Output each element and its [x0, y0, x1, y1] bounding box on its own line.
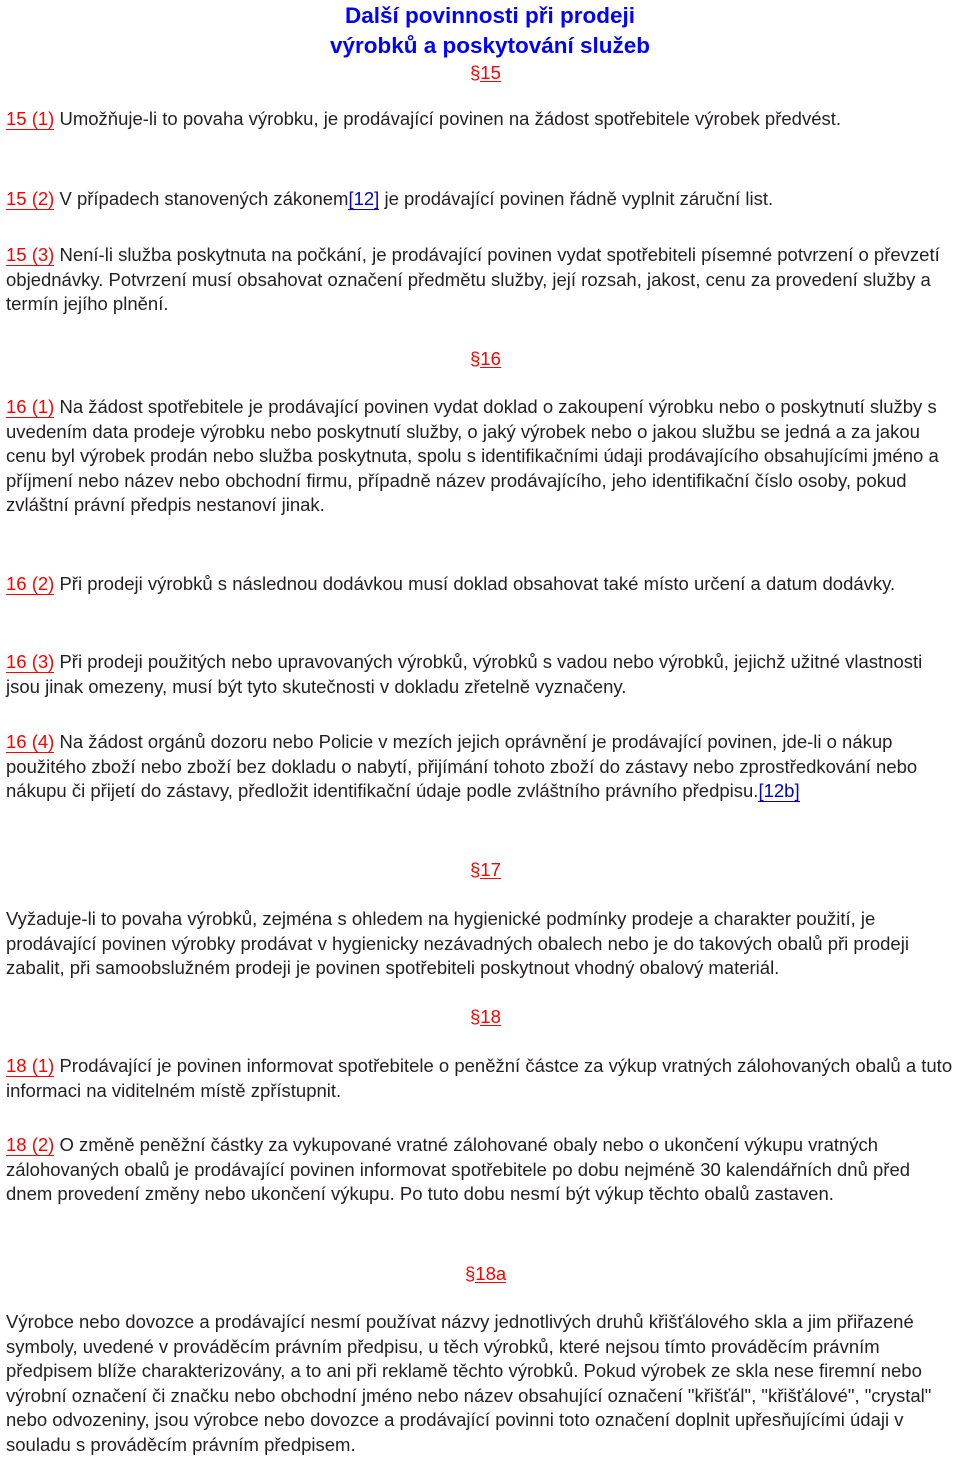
paragraph-16-4	[6, 730, 960, 804]
paragraph-text: Vyžaduje-li to povaha výrobků, zejména s ohledem na hygienické podmínky prodeje a charakter použití, je prodávající povinen výrobky prodávat v hygienicky nezávadných obalech nebo je do takových obalů při prodeji zabalit, při samoobslužném prodeji je povinen spotřebiteli poskytnout vhodný obalový materiál.	[6, 908, 909, 979]
paragraph-15-1	[6, 107, 960, 132]
paragraph-15-2	[6, 187, 960, 212]
paragraph-ref-label: 16 (3)	[6, 651, 55, 672]
page-title-line-1: Další povinnosti při prodeji	[344, 3, 636, 28]
paragraph-text: Na žádost orgánů dozoru nebo Policie v mezích jejich oprávnění je prodávající povinen, jde-li o nákup použitého zboží nebo zboží bez dokladu o nabytí, přijímání tohoto zboží do zástavy nebo zprostředkování nebo nákupu či přijetí do zástavy, předložit identifikační údaje podle zvláštního právního předpisu.	[6, 731, 918, 802]
paragraph-ref-link[interactable]	[6, 188, 54, 210]
paragraph-ref-link[interactable]	[6, 651, 54, 673]
paragraph-16-2	[6, 572, 960, 597]
paragraph-18a	[6, 1310, 960, 1458]
section-symbol: §	[465, 1263, 476, 1284]
footnote-link-12b[interactable]: [12b]	[758, 780, 800, 802]
paragraph-ref-label: 15 (3)	[6, 244, 55, 265]
paragraph-ref-link[interactable]	[6, 1134, 54, 1156]
paragraph-16-3	[6, 650, 960, 699]
section-number: 17	[480, 859, 501, 880]
section-number: 18	[480, 1006, 501, 1027]
section-symbol: §	[470, 62, 481, 83]
paragraph-18-1	[6, 1054, 960, 1103]
section-heading-17[interactable]	[470, 858, 501, 882]
paragraph-text: Umožňuje-li to povaha výrobku, je prodávající povinen na žádost spotřebitele výrobek předvést.	[54, 108, 842, 129]
paragraph-ref-label: 15 (2)	[6, 188, 55, 209]
section-number: 15	[480, 62, 501, 83]
paragraph-text: Na žádost spotřebitele je prodávající povinen vydat doklad o zakoupení výrobku nebo o poskytnutí služby s uvedením data prodeje výrobku nebo poskytnutí služby, o jaký výrobek nebo o jakou službu se jedná a za jakou cenu byl výrobek prodán nebo služba poskytnuta, spolu s identifikačními údaji prodávajícího obsahujícími jméno a příjmení nebo název nebo obchodní firmu, případně název prodávajícího, jeho identifikační číslo osoby, pokud zvláštní právní předpis nestanoví jinak.	[6, 396, 939, 516]
paragraph-ref-link[interactable]	[6, 573, 54, 595]
paragraph-ref-link[interactable]	[6, 244, 54, 266]
paragraph-ref-label: 18 (1)	[6, 1055, 55, 1076]
paragraph-text: Výrobce nebo dovozce a prodávající nesmí používat názvy jednotlivých druhů křišťálového skla a jim přiřazené symboly, uvedené v prováděcím právním předpisu, u těch výrobků, které nejsou tímto prováděcím právním předpisem blíže charakterizovány, a to ani při reklamě těchto výrobků. Pokud výrobek ze skla nese firemní nebo výrobní označení či značku nebo obchodní jméno nebo název obsahující označení "křišťál", "křišťálové", "crystal" nebo odvozeniny, jsou výrobce nebo dovozce a prodávající povinni toto označení doplnit upřesňujícími údaji v souladu s prováděcím právním předpisem.	[6, 1311, 932, 1455]
paragraph-ref-link[interactable]	[6, 108, 54, 130]
section-heading-18a[interactable]	[465, 1262, 506, 1286]
paragraph-ref-link[interactable]	[6, 1055, 54, 1077]
section-number: 16	[480, 348, 501, 369]
paragraph-ref-label: 18 (2)	[6, 1134, 55, 1155]
paragraph-ref-label: 15 (1)	[6, 108, 55, 129]
paragraph-ref-link[interactable]	[6, 731, 54, 753]
paragraph-16-1	[6, 395, 960, 518]
paragraph-text: Při prodeji použitých nebo upravovaných výrobků, výrobků s vadou nebo výrobků, jejichž užitné vlastnosti jsou jinak omezeny, musí být tyto skutečnosti v dokladu zřetelně vyznačeny.	[6, 651, 923, 697]
paragraph-text: je prodávající povinen řádně vyplnit záruční list.	[379, 188, 774, 209]
paragraph-text: O změně peněžní částky za vykupované vratné zálohované obaly nebo o ukončení výkupu vratných zálohovaných obalů je prodávající povinen informovat spotřebitele po dobu nejméně 30 kalendářních dnů před dnem provedení změny nebo ukončení výkupu. Po tuto dobu nesmí být výkup těchto obalů zastaven.	[6, 1134, 911, 1205]
paragraph-ref-link[interactable]	[6, 396, 54, 418]
paragraph-ref-label: 16 (4)	[6, 731, 55, 752]
footnote-link-12[interactable]: [12]	[348, 188, 380, 209]
section-symbol: §	[470, 859, 481, 880]
paragraph-text: Prodávající je povinen informovat spotřebitele o peněžní částce za výkup vratných zálohovaných obalů a tuto informaci na viditelném místě zpřístupnit.	[6, 1055, 953, 1101]
paragraph-17	[6, 907, 960, 981]
paragraph-18-2	[6, 1133, 960, 1207]
paragraph-15-3	[6, 243, 960, 317]
section-symbol: §	[470, 348, 481, 369]
section-heading-18[interactable]	[470, 1005, 501, 1029]
section-heading-16[interactable]	[470, 347, 501, 371]
paragraph-text: V případech stanovených zákonem	[54, 188, 349, 209]
paragraph-text: Při prodeji výrobků s následnou dodávkou musí doklad obsahovat také místo určení a datum dodávky.	[54, 573, 896, 594]
paragraph-ref-label: 16 (1)	[6, 396, 55, 417]
paragraph-text: Není-li služba poskytnuta na počkání, je prodávající povinen vydat spotřebiteli písemné potvrzení o převzetí objednávky. Potvrzení musí obsahovat označení předmětu služby, její rozsah, jakost, cenu za provedení služby a termín jejího plnění.	[6, 244, 940, 315]
section-heading-15[interactable]	[470, 61, 501, 85]
section-symbol: §	[470, 1006, 481, 1027]
section-number: 18a	[475, 1263, 507, 1284]
paragraph-ref-label: 16 (2)	[6, 573, 55, 594]
page-title-line-2: výrobků a poskytování služeb	[329, 33, 651, 58]
